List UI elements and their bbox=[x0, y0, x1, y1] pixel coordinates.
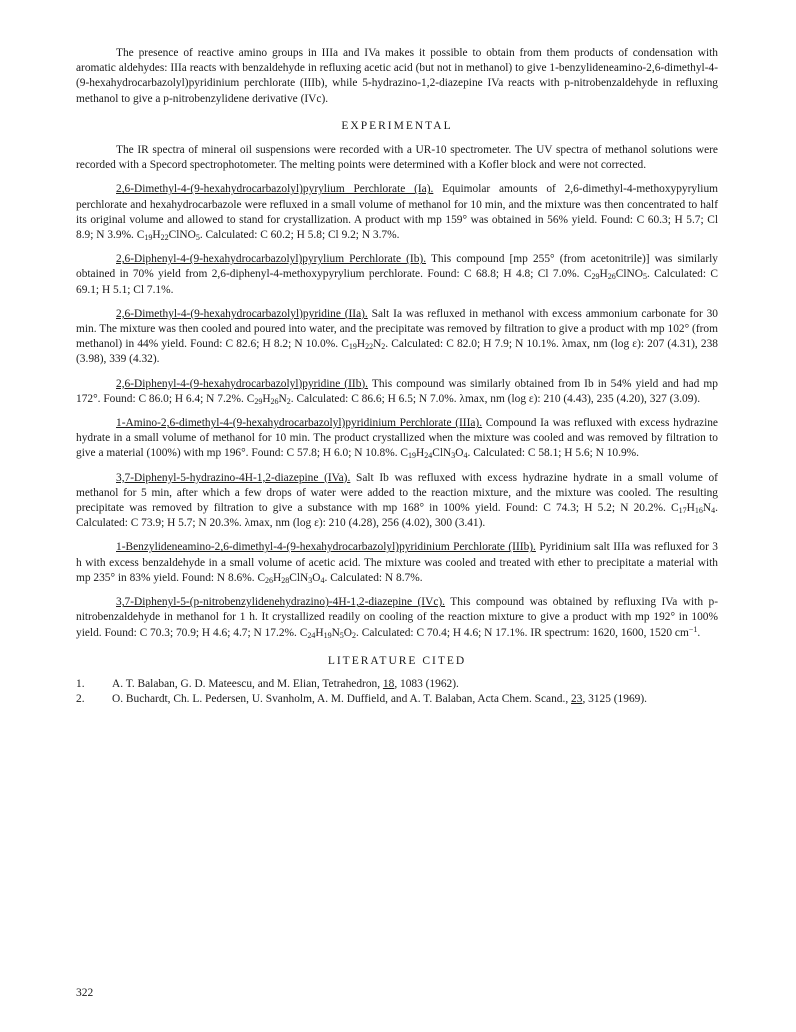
compound-IIb-paragraph bbox=[76, 377, 718, 407]
reference-number: 2. bbox=[76, 693, 85, 706]
compound-IIIa-paragraph bbox=[76, 416, 718, 462]
page-number: 322 bbox=[76, 987, 94, 999]
compound-IIb-uv: , nm (log ε): 210 (4.43), 235 (4.20), 327 (3.09). bbox=[484, 392, 701, 405]
compound-IVc-cm-exponent: −1 bbox=[688, 624, 698, 634]
reference-volume: 18 bbox=[382, 677, 395, 690]
compound-Ia-formula: $C_{19}H_{22}ClNO_5$ bbox=[136, 229, 200, 243]
literature-heading: LITERATURE CITED bbox=[327, 654, 467, 667]
article-body bbox=[76, 46, 718, 707]
compound-IIIb-formula: $C_{26}H_{28}ClN_3O_4$ bbox=[257, 571, 325, 585]
compound-IIb-body: This compound was similarly obtained from Ib in 54% yield and had mp 172°. Found: C 86.0; H 6.4; N 7.2%. bbox=[76, 377, 718, 405]
compound-IIIa-formula: $C_{19}H_{24}ClN_3O_4$ bbox=[400, 447, 468, 461]
compound-IIa-calculated: . Calculated: C 82.0; H 7.9; N 10.1%. bbox=[385, 338, 559, 351]
compound-IIIa-body: Compound Ia was refluxed with excess hydrazine hydrate in a small volume of methanol for 10 min. The product crystallized when the mixture was cooled and was removed by filtration to give a material (100%) with mp 196°. Found: C 57.8; H 6.0; N 10.8%. bbox=[76, 417, 718, 460]
compound-IVa-title: 3,7-Diphenyl-5-hydrazino-4H-1,2-diazepine (IVa). bbox=[116, 471, 351, 484]
compound-IIa-uv-label: λmax bbox=[561, 338, 588, 351]
compound-IVa-paragraph bbox=[76, 471, 718, 532]
compound-Ia-paragraph bbox=[76, 182, 718, 243]
reference-item bbox=[76, 692, 718, 707]
compound-IVc-formula: $C_{24}H_{19}N_5O_2$ bbox=[299, 626, 357, 640]
compound-Ia-body: Equimolar amounts of 2,6-dimethyl-4-methoxypyrylium perchlorate and hexahydrocarbazole were refluxed in a small volume of methanol for 10 min, and the mixture was then concentrated to half its original volume and allowed to stand for crystallization. A product with mp 159° was obtained in 56% yield. Found: C 60.3; H 5.7; Cl 8.9; N 3.9%. bbox=[76, 183, 718, 242]
compound-IIIb-paragraph bbox=[76, 540, 718, 586]
compound-Ib-paragraph bbox=[76, 252, 718, 298]
compound-Ib-body: This compound [mp 255° (from acetonitrile)] was similarly obtained in 70% yield from 2,6-diphenyl-4-methoxypyrylium perchlorate. Found: C 68.8; H 4.8; Cl 7.0%. bbox=[76, 253, 718, 281]
compound-IIa-title: 2,6-Dimethyl-4-(9-hexahydrocarbazolyl)pyridine (IIa). bbox=[116, 307, 368, 320]
reference-item bbox=[76, 677, 718, 692]
compound-Ib-calculated: . Calculated: C 69.1; H 5.1; Cl 7.1%. bbox=[76, 268, 718, 296]
compound-IVa-uv-label: λmax bbox=[244, 517, 270, 530]
compound-Ib-formula: $C_{29}H_{26}ClNO_5$ bbox=[583, 268, 647, 282]
compound-IVc-paragraph: 3,7-Diphenyl-5-(p-nitrobenzylidenehydrazino)-4H-1,2-diazepine (IVc). This compound was obtained by refluxing IVa with p-nitrobenzaldehyde in methanol for 1 h. It crystallized readily on cooling of the reaction mixture to give a product with mp 192° in 100% yield. Found: C 70.3; 70.9; H 4.6; 4.7; N 17.2%. $C_{24}H_{19}N_5O_2$. Calculated: C 70.4; H 4.6; N 17.1%. IR spectrum: 1620, 1600, 1520 $cm^{-1}$. bbox=[76, 596, 718, 640]
compound-IVa-body: Salt Ib was refluxed with excess hydrazine hydrate in a small volume of methanol for 5 min, after which a few drops of water were added to the reaction mixture, and the mixture was cooled. The resulting precipitate was removed by filtration to give a substance with mp 168° in 100% yield. Found: C 74.3; H 5.2; N 20.2%. bbox=[76, 471, 718, 515]
compound-Ia-calculated: . Calculated: C 60.2; H 5.8; Cl 9.2; N 3.7%. bbox=[199, 229, 400, 242]
compound-IIIa-title: 1-Amino-2,6-dimethyl-4-(9-hexahydrocarbazolyl)pyridinium Perchlorate (IIIa). bbox=[116, 417, 483, 430]
reference-text: O. Buchardt, Ch. L. Pedersen, U. Svanholm, A. M. Duffield, and A. T. Balaban, Acta Chem. Scand., 23, 3125 (1969). bbox=[112, 693, 647, 706]
intro-paragraph: The presence of reactive amino groups in IIIa and IVa makes it possible to obtain from them products of condensation with aromatic aldehydes: IIIa reacts with benzaldehyde in refluxing acetic acid (but not in methanol) to give 1-benzylideneamino-2,6-dimethyl-4-(9-hexahydrocarbazolyl)pyridinium perchlorate (IIIb), while 5-hydrazino-1,2-diazepine IVa reacts with p-nitrobenzaldehyde in refluxing methanol to give a p-nitrobenzylidene derivative (IVc). bbox=[76, 47, 718, 105]
compound-IIIa-calculated: . Calculated: C 58.1; H 5.6; N 10.9%. bbox=[467, 447, 639, 460]
compound-IIa-formula: $C_{19}H_{22}N_2$ bbox=[341, 338, 386, 352]
compound-IVc-calculated: . Calculated: C 70.4; H 4.6; N 17.1%. IR spectrum: 1620, 1600, 1520 cm bbox=[356, 626, 689, 639]
compound-IIb-title: 2,6-Diphenyl-4-(9-hexahydrocarbazolyl)pyridine (IIb). bbox=[116, 377, 369, 390]
compound-IIa-uv: , nm (log ε): 207 (4.31), 238 (3.98), 339 (4.32). bbox=[76, 338, 719, 366]
compound-IIIb-calculated: . Calculated: N 8.7%. bbox=[324, 571, 423, 584]
compound-IVa-formula: $C_{17}H_{16}N_4$ bbox=[671, 502, 716, 516]
compound-Ib-title: 2,6-Diphenyl-4-(9-hexahydrocarbazolyl)pyrylium Perchlorate (Ib). bbox=[116, 253, 427, 266]
compound-IVa-calculated: . Calculated: C 73.9; H 5.7; N 20.3%. bbox=[76, 502, 718, 530]
compound-IVc-title: 3,7-Diphenyl-5-(p-nitrobenzylidenehydrazino)-4H-1,2-diazepine (IVc). bbox=[116, 596, 446, 609]
compound-IIIb-body: Pyridinium salt IIIa was refluxed for 3 h with excess benzaldehyde in a small volume of acetic acid. The mixture was cooled and treated with ether to precipitate a material with mp 235° in 83% yield. Found: N 8.6%. bbox=[76, 541, 718, 584]
compound-IVc-body: This compound was obtained by refluxing IVa with p-nitrobenzaldehyde in methanol for 1 h. It crystallized readily on cooling of the reaction mixture to give a product with mp 192° in 100% yield. Found: C 70.3; 70.9; H 4.6; 4.7; N 17.2%. bbox=[76, 596, 718, 639]
experimental-intro-paragraph: The IR spectra of mineral oil suspensions were recorded with a UR-10 spectrometer. The UV spectra of methanol solutions were recorded with a Specord spectrophotometer. The melting points were determined with a Kofler block and were not corrected. bbox=[76, 144, 718, 172]
compound-IIa-paragraph bbox=[76, 307, 718, 368]
compound-IIb-calculated: . Calculated: C 86.6; H 6.5; N 7.0%. bbox=[290, 392, 457, 405]
compound-Ia-title: 2,6-Dimethyl-4-(9-hexahydrocarbazolyl)pyrylium Perchlorate (Ia). bbox=[116, 183, 434, 196]
compound-IVa-uv: , nm (log ε): 210 (4.28), 256 (4.02), 300 (3.41). bbox=[269, 517, 486, 530]
experimental-heading: EXPERIMENTAL bbox=[341, 119, 453, 132]
compound-IIb-uv-label: λmax bbox=[459, 392, 485, 405]
reference-number: 1. bbox=[76, 677, 85, 690]
compound-IIa-body: Salt Ia was refluxed in methanol with excess ammonium carbonate for 30 min. The mixture was then cooled and poured into water, and the precipitate was removed by filtration to give a product with mp 102° (from methanol) in 44% yield. Found: C 82.6; H 8.2; N 10.0%. bbox=[76, 307, 718, 351]
reference-text: A. T. Balaban, G. D. Mateescu, and M. Elian, Tetrahedron, 18, 1083 (1962). bbox=[112, 677, 459, 690]
reference-volume: 23 bbox=[571, 693, 583, 706]
reference-list bbox=[76, 677, 718, 707]
compound-IIb-formula: $C_{29}H_{26}N_2$ bbox=[246, 392, 291, 406]
compound-IIIb-title: 1-Benzylideneamino-2,6-dimethyl-4-(9-hexahydrocarbazolyl)pyridinium Perchlorate (IIIb). bbox=[116, 541, 536, 554]
